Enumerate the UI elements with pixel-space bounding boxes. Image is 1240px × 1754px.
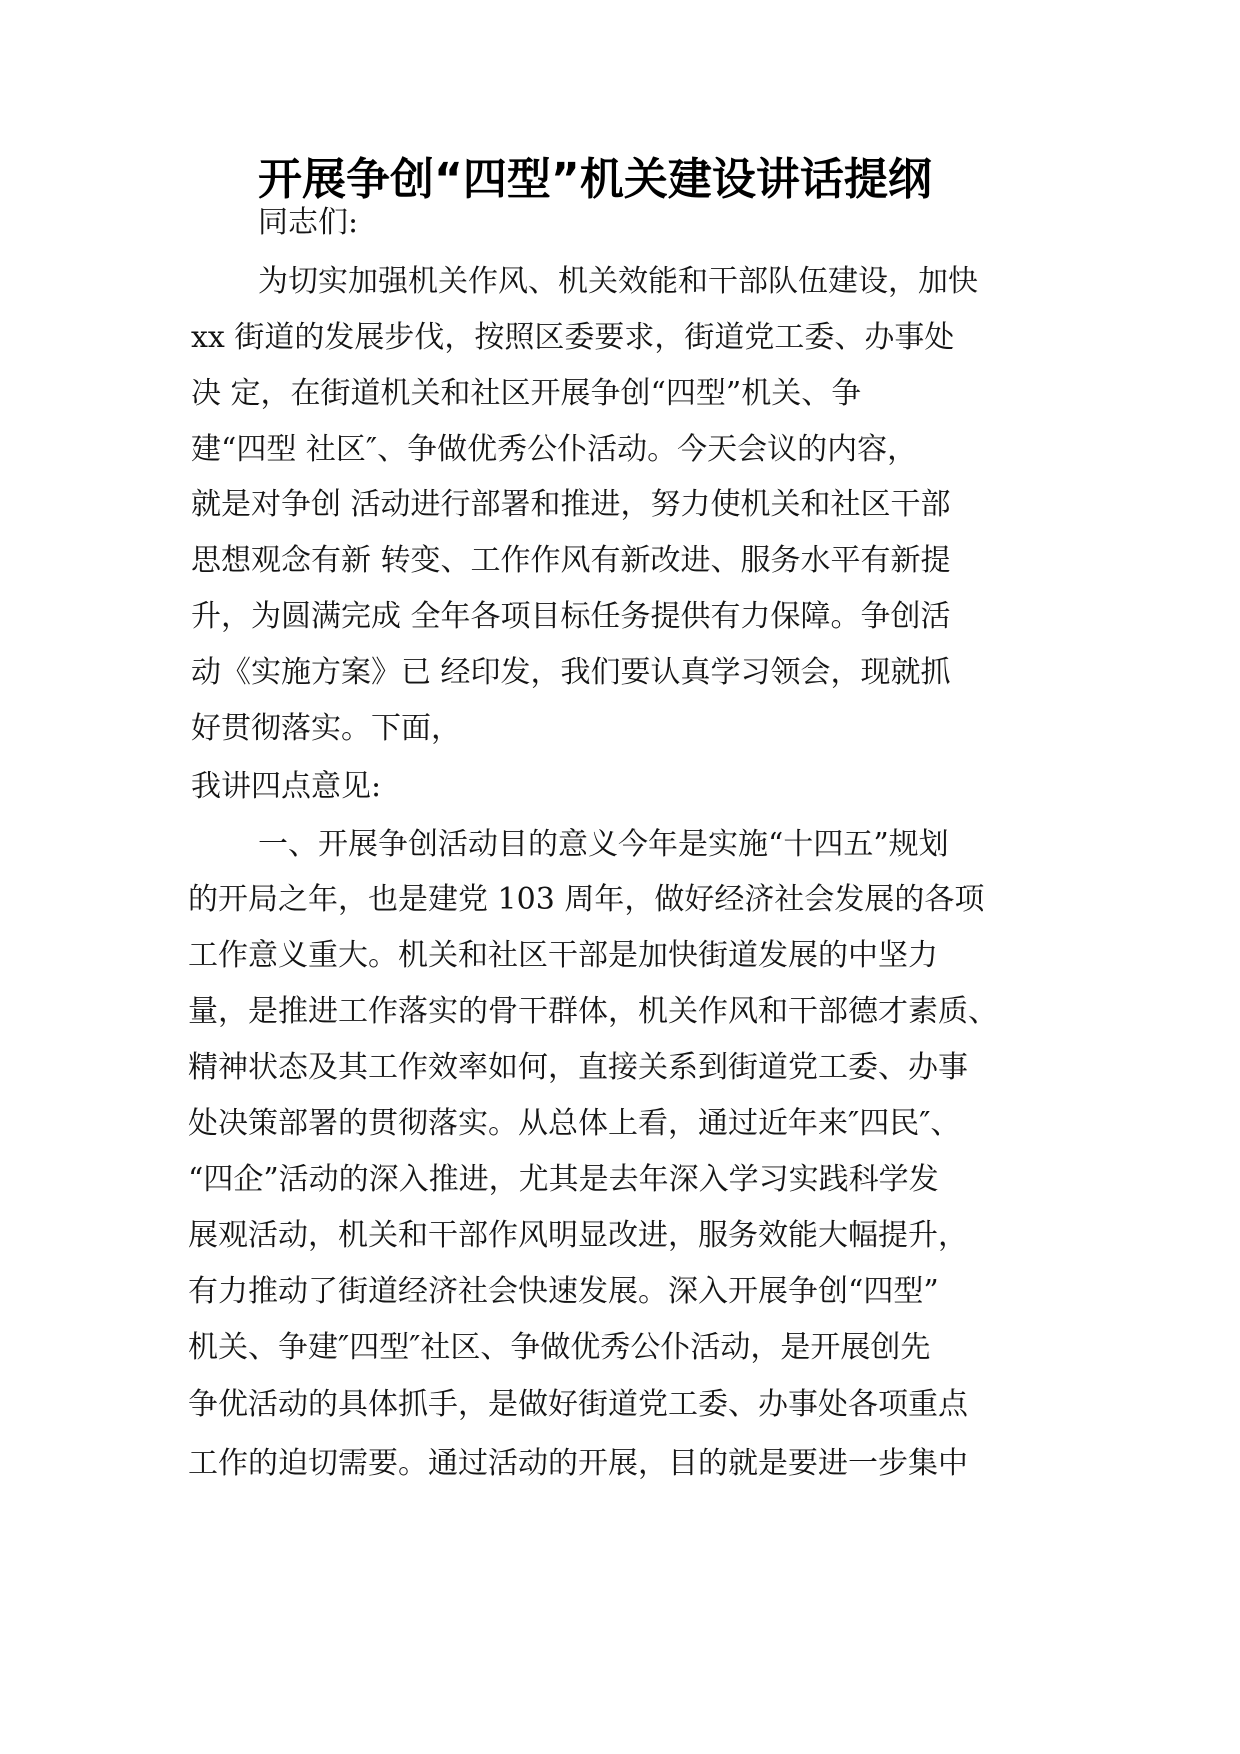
body-line: 争优活动的具体抓手，是做好街道党工委、办事处各项重点	[188, 1387, 968, 1422]
body-line: 量，是推进工作落实的骨干群体，机关作风和干部德才素质、	[188, 994, 998, 1029]
body-line: xx 街道的发展步伐，按照区委要求，街道党工委、办事处	[191, 320, 955, 355]
body-line: 升，为圆满完成 全年各项目标任务提供有力保障。争创活	[191, 599, 951, 634]
body-line: 决 定，在街道机关和社区开展争创“四型”机关、争	[191, 376, 862, 411]
document-title: 开展争创“四型”机关建设讲话提纲	[258, 154, 932, 205]
body-line: 工作意义重大。机关和社区干部是加快街道发展的中坚力	[188, 938, 938, 973]
body-line: 精神状态及其工作效率如何，直接关系到街道党工委、办事	[188, 1050, 968, 1085]
body-line: “四企”活动的深入推进，尤其是去年深入学习实践科学发	[188, 1162, 939, 1197]
body-line: 我讲四点意见:	[191, 769, 382, 804]
body-line: 动《实施方案》已 经印发，我们要认真学习领会，现就抓	[191, 655, 951, 690]
body-line: 的开局之年，也是建党 103 周年，做好经济社会发展的各项	[188, 882, 985, 917]
body-line: 一、开展争创活动目的意义今年是实施“十四五”规划	[258, 827, 949, 862]
body-line: 展观活动，机关和干部作风明显改进，服务效能大幅提升，	[188, 1218, 968, 1253]
body-line: 好贯彻落实。下面，	[191, 711, 461, 746]
body-line: 为切实加强机关作风、机关效能和干部队伍建设，加快	[258, 264, 978, 299]
body-line: 机关、争建″四型″社区、争做优秀公仆活动，是开展创先	[188, 1330, 931, 1365]
body-line: 同志们:	[258, 205, 359, 240]
body-line: 就是对争创 活动进行部署和推进，努力使机关和社区干部	[191, 487, 951, 522]
body-line: 工作的迫切需要。通过活动的开展，目的就是要进一步集中	[188, 1446, 968, 1481]
body-line: 思想观念有新 转变、工作作风有新改进、服务水平有新提	[191, 543, 951, 578]
body-line: 有力推动了街道经济社会快速发展。深入开展争创“四型”	[188, 1274, 939, 1309]
body-line: 处决策部署的贯彻落实。从总体上看，通过近年来″四民″、	[188, 1106, 961, 1141]
body-line: 建“四型 社区″、争做优秀公仆活动。今天会议的内容，	[191, 432, 918, 467]
